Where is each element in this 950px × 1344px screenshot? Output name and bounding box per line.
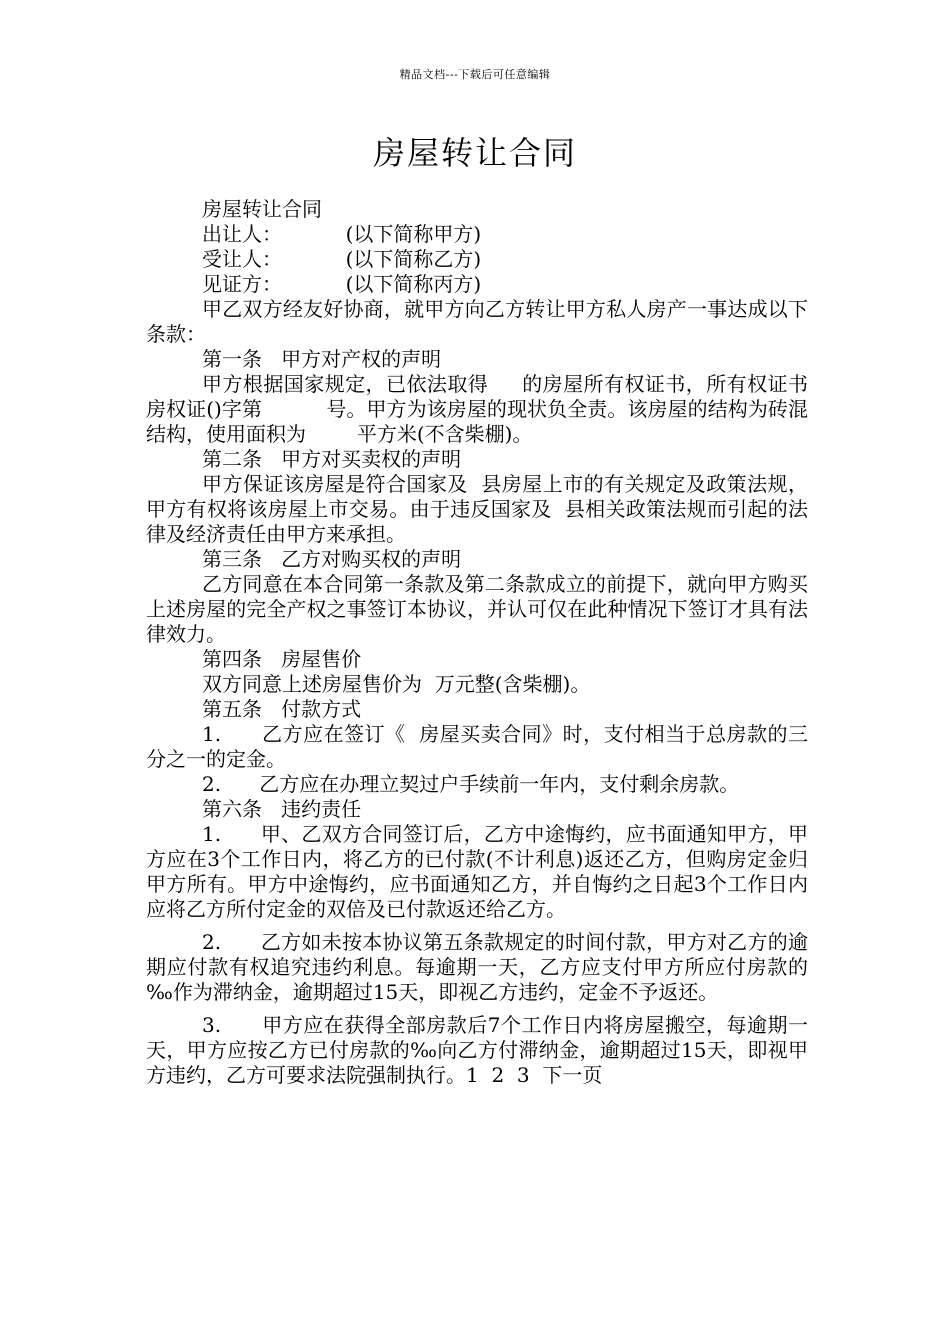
paragraph-transferee: 受让人： (以下简称乙方) <box>202 247 482 271</box>
article-2-body: 甲方保证该房屋是符合国家及 县房屋上市的有关规定及政策法规，甲方有权将该房屋上市交易。由于违反国家及 县相关政策法规而引起的法律及经济责任由甲方来承担。 <box>146 472 808 546</box>
article-1-heading: 第一条 甲方对产权的声明 <box>202 347 442 371</box>
document-body <box>146 197 808 1088</box>
article-5-item-2: 2. 乙方应在办理立契过户手续前一年内，支付剩余房款。 <box>202 772 740 796</box>
article-6-heading: 第六条 违约责任 <box>202 797 362 821</box>
article-6-item-1: 1. 甲、乙双方合同签订后，乙方中途悔约，应书面通知甲方，甲方应在3个工作日内，将乙方的已付款(不计利息)返还乙方，但购房定金归甲方所有。甲方中途悔约，应书面通知乙方，并自悔约之日起3个工作日内应将乙方所付定金的双倍及已付款返还给乙方。 <box>146 822 808 921</box>
article-6-item-2: 2. 乙方如未按本协议第五条款规定的时间付款，甲方对乙方的逾期应付款有权追究违约利息。每逾期一天，乙方应支付甲方所应付房款的‰作为滞纳金，逾期超过15天，即视乙方违约，定金不予返还。 <box>146 930 808 1004</box>
article-3-heading: 第三条 乙方对购买权的声明 <box>202 547 462 571</box>
document-title: 房屋转让合同 <box>372 134 577 172</box>
article-3-body: 乙方同意在本合同第一条款及第二条款成立的前提下，就向甲方购买上述房屋的完全产权之事签订本协议，并认可仅在此种情况下签订才具有法律效力。 <box>146 572 808 646</box>
article-6-item-3: 3. 甲方应在获得全部房款后7个工作日内将房屋搬空，每逾期一天，甲方应按乙方已付房款的‰向乙方付滞纳金，逾期超过15天，即视甲方违约，乙方可要求法院强制执行。1 2 3 下一页 <box>146 1013 808 1087</box>
article-5-heading: 第五条 付款方式 <box>202 697 362 721</box>
article-5-item-1: 1. 乙方应在签订《 房屋买卖合同》时，支付相当于总房款的三分之一的定金。 <box>146 722 808 771</box>
article-4-body: 双方同意上述房屋售价为 万元整(含柴棚)。 <box>202 672 591 696</box>
paragraph-witness: 见证方： (以下简称丙方) <box>202 272 482 296</box>
paragraph-transferor: 出让人： (以下简称甲方) <box>202 222 482 246</box>
page-header-note: 精品文档---下载后可任意编辑 <box>399 68 551 81</box>
article-4-heading: 第四条 房屋售价 <box>202 647 362 671</box>
article-1-body: 甲方根据国家规定，已依法取得 的房屋所有权证书，所有权证书房权证()字第 号。甲方为该房屋的现状负全责。该房屋的结构为砖混结构，使用面积为 平方米(不含柴棚)。 <box>146 372 808 446</box>
article-2-heading: 第二条 甲方对买卖权的声明 <box>202 447 462 471</box>
paragraph-preamble: 甲乙双方经友好协商，就甲方向乙方转让甲方私人房产一事达成以下条款： <box>146 297 808 346</box>
paragraph-subtitle: 房屋转让合同 <box>202 197 322 221</box>
